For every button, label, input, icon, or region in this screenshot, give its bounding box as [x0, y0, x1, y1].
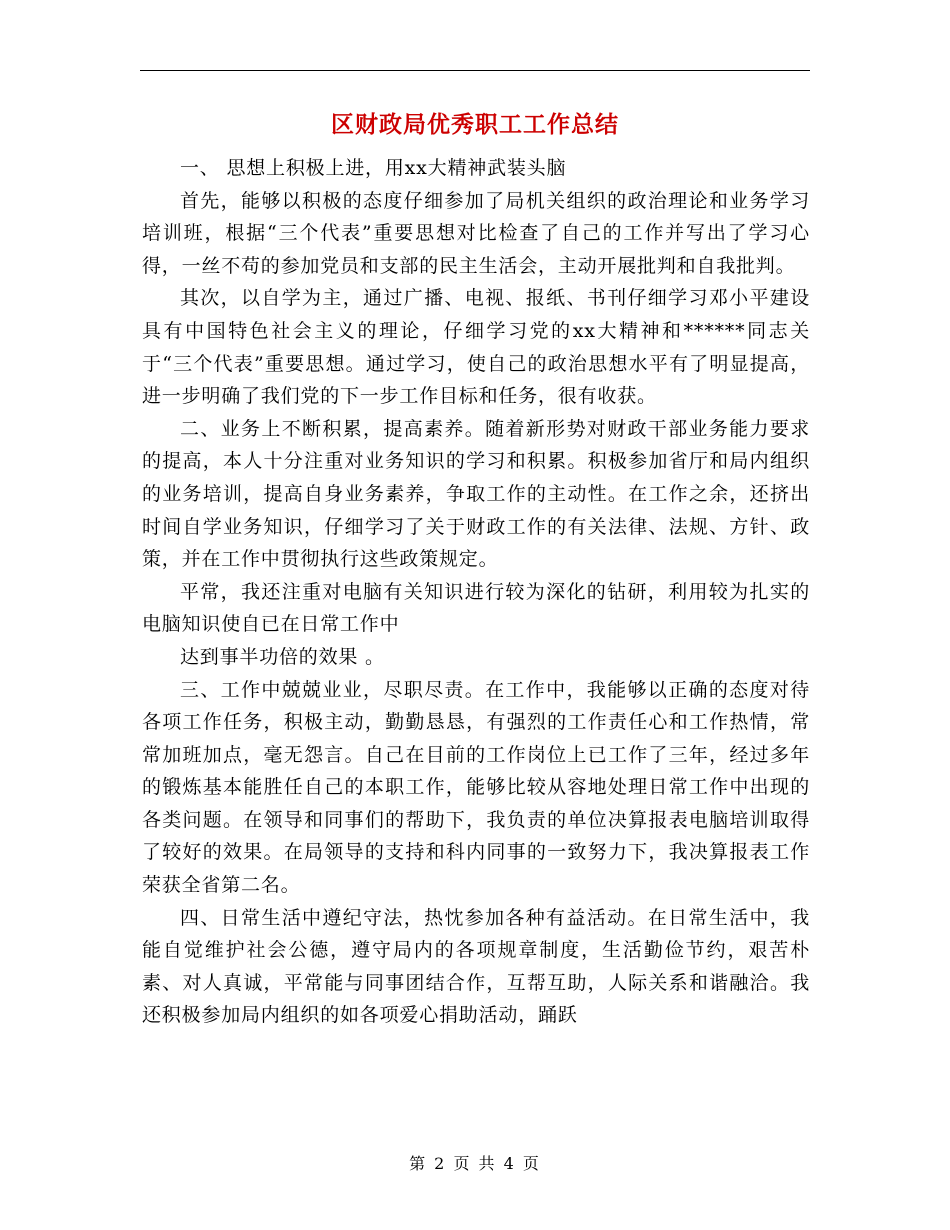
header-rule	[140, 70, 810, 71]
paragraph: 二、业务上不断积累，提高素养。随着新形势对财政干部业务能力要求的提高，本人十分注重对业务知识的学习和积累。积极参加省厅和局内组织的业务培训，提高自身业务素养，争取工作的主动性。在工作之余，还挤出时间自学业务知识，仔细学习了关于财政工作的有关法律、法规、方针、政策，并在工作中贯彻执行这些政策规定。	[142, 417, 810, 571]
page-number-footer: 第 2 页 共 4 页	[409, 1154, 541, 1173]
paragraph: 首先，能够以积极的态度仔细参加了局机关组织的政治理论和业务学习培训班，根据“三个代表”重要思想对比检查了自己的工作并写出了学习心得，一丝不苟的参加党员和支部的民主生活会，主动开展批判和自我批判。	[142, 189, 810, 277]
paragraph: 三、工作中兢兢业业，尽职尽责。在工作中，我能够以正确的态度对待各项工作任务，积极主动，勤勤恳恳，有强烈的工作责任心和工作热情，常常加班加点，毫无怨言。自己在目前的工作岗位上已工作了三年，经过多年的锻炼基本能胜任自己的本职工作，能够比较从容地处理日常工作中出现的各类问题。在领导和同事们的帮助下，我负责的单位决算报表电脑培训取得了较好的效果。在局领导的支持和科内同事的一致努力下，我决算报表工作荣获全省第二名。	[142, 678, 810, 897]
paragraph: 其次，以自学为主，通过广播、电视、报纸、书刊仔细学习邓小平建设具有中国特色社会主义的理论，仔细学习党的xx大精神和******同志关于“三个代表”重要思想。通过学习，使自己的政治思想水平有了明显提高，进一步明确了我们党的下一步工作目标和任务，很有收获。	[142, 287, 810, 408]
document-body	[142, 152, 810, 1032]
paragraph: 四、日常生活中遵纪守法，热忱参加各种有益活动。在日常生活中，我能自觉维护社会公德，遵守局内的各项规章制度，生活勤俭节约，艰苦朴素、对人真诚，平常能与同事团结合作，互帮互助，人际关系和谐融洽。我还积极参加局内组织的如各项爱心捐助活动，踊跃	[142, 906, 810, 1027]
document-title: 区财政局优秀职工工作总结	[331, 111, 619, 138]
section-heading-1: 一、 思想上积极上进，用xx大精神武装头脑	[180, 157, 567, 179]
paragraph: 平常，我还注重对电脑有关知识进行较为深化的钻研，利用较为扎实的电脑知识使自已在日常工作中	[142, 580, 810, 636]
paragraph: 达到事半功倍的效果 。	[180, 645, 385, 668]
